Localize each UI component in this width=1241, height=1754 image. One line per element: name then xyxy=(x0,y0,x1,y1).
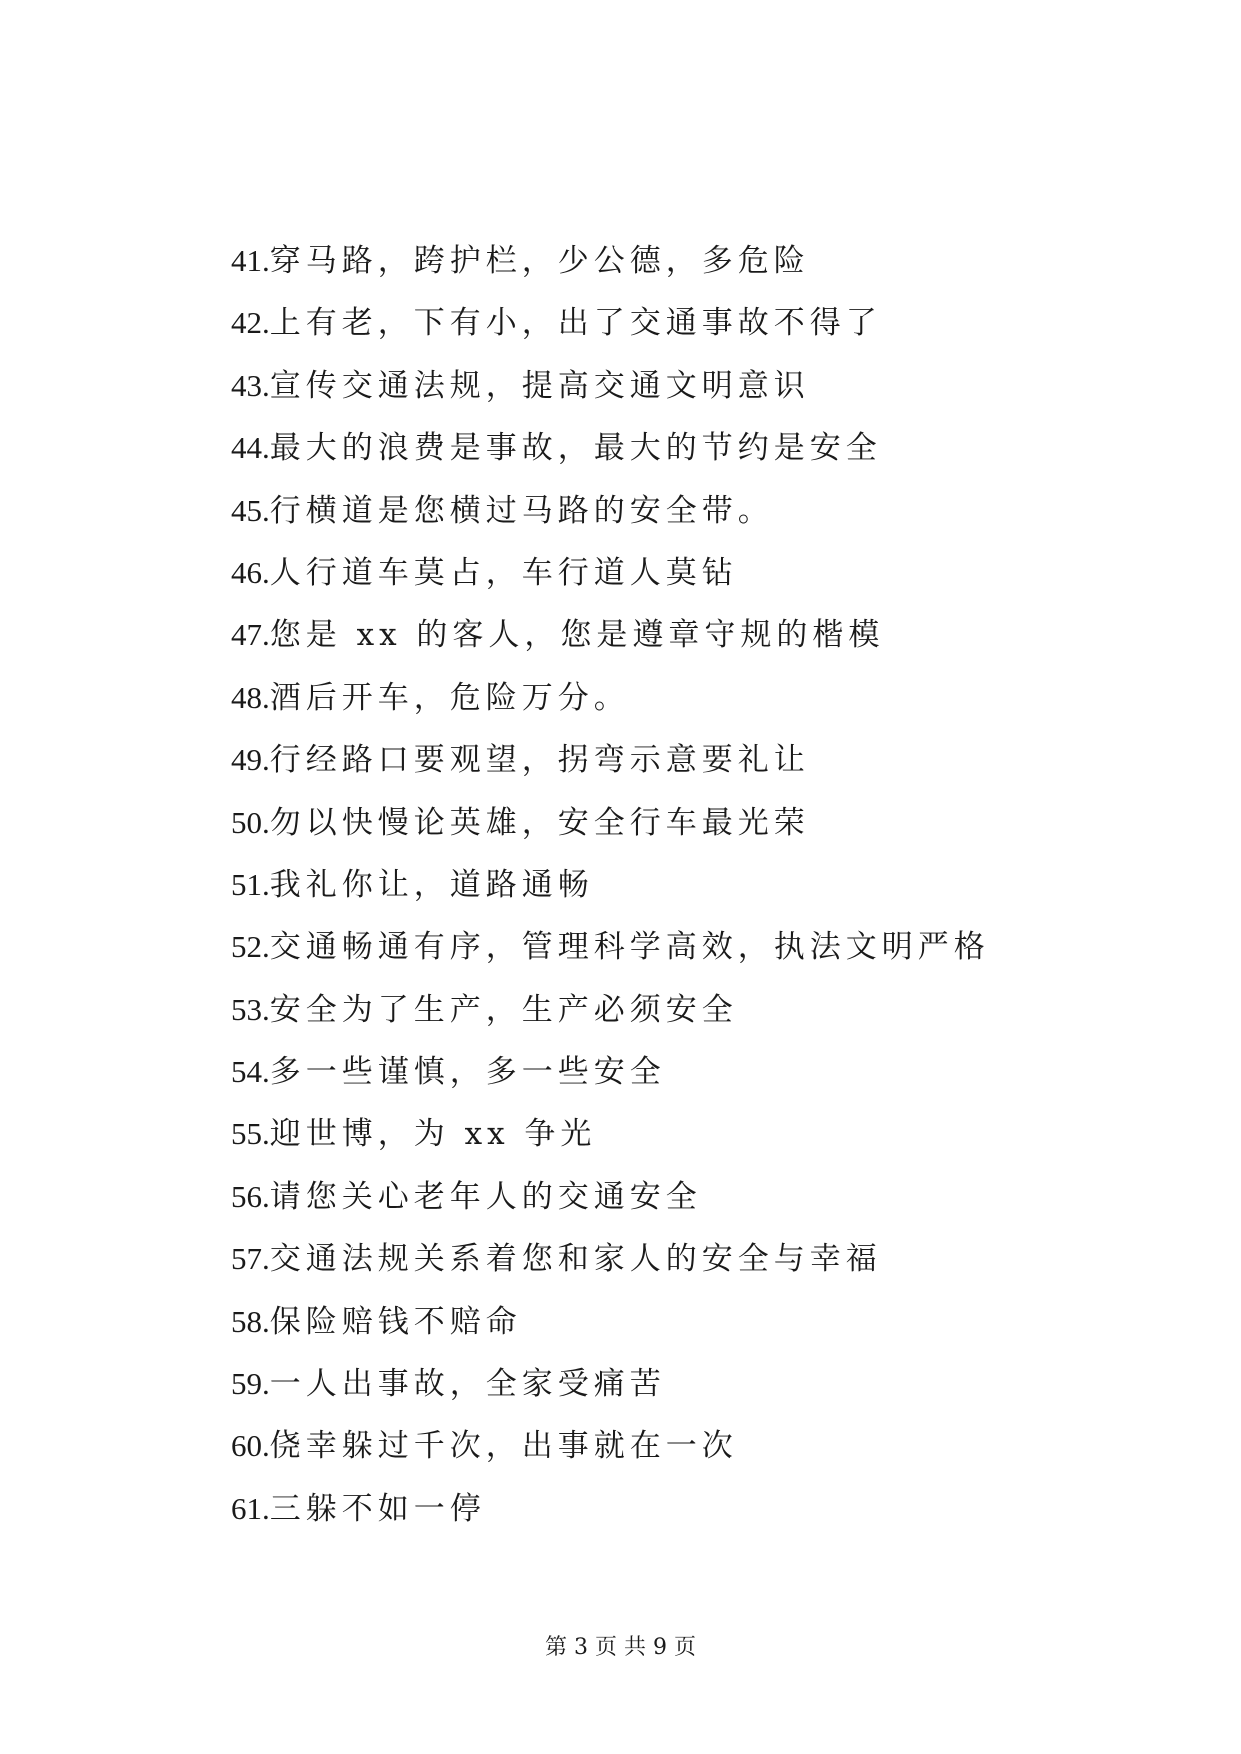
item-number: 57. xyxy=(231,1241,270,1277)
item-text: 行横道是您横过马路的安全带。 xyxy=(269,492,774,529)
item-number: 54. xyxy=(231,1054,270,1090)
list-item xyxy=(231,355,990,417)
item-number: 55. xyxy=(231,1116,270,1152)
item-text: 酒后开车，危险万分。 xyxy=(269,679,630,716)
item-number: 60. xyxy=(231,1428,270,1464)
item-text: 宣传交通法规，提高交通文明意识 xyxy=(269,367,810,404)
list-item xyxy=(231,1353,990,1415)
slogan-list xyxy=(231,230,990,1540)
item-text: 交通法规关系着您和家人的安全与幸福 xyxy=(269,1241,882,1278)
item-number: 52. xyxy=(231,929,270,965)
item-text: 迎世博，为 xx 争光 xyxy=(269,1116,597,1153)
item-text: 三躲不如一停 xyxy=(269,1490,486,1527)
item-number: 43. xyxy=(231,367,270,403)
item-number: 44. xyxy=(231,430,270,466)
item-text: 安全为了生产，生产必须安全 xyxy=(269,991,738,1028)
item-number: 45. xyxy=(231,492,270,528)
item-text: 我礼你让，道路通畅 xyxy=(269,866,594,903)
item-number: 46. xyxy=(231,554,270,590)
item-text: 保险赔钱不赔命 xyxy=(269,1303,522,1340)
item-text: 最大的浪费是事故，最大的节约是安全 xyxy=(269,430,882,467)
item-number: 47. xyxy=(231,617,270,653)
item-text: 请您关心老年人的交通安全 xyxy=(269,1178,702,1215)
item-text: 上有老，下有小，出了交通事故不得了 xyxy=(269,305,882,342)
list-item xyxy=(231,1041,990,1103)
list-item xyxy=(231,1415,990,1477)
list-item xyxy=(231,1103,990,1165)
item-number: 59. xyxy=(231,1366,270,1402)
list-item xyxy=(231,230,990,292)
item-number: 50. xyxy=(231,804,270,840)
item-number: 48. xyxy=(231,679,270,715)
list-item xyxy=(231,542,990,604)
list-item xyxy=(231,1166,990,1228)
item-text: 侥幸躲过千次，出事就在一次 xyxy=(269,1428,738,1465)
list-item xyxy=(231,604,990,666)
item-text: 一人出事故，全家受痛苦 xyxy=(269,1366,666,1403)
item-number: 42. xyxy=(231,305,270,341)
item-text: 行经路口要观望，拐弯示意要礼让 xyxy=(269,742,810,779)
item-number: 56. xyxy=(231,1178,270,1214)
item-number: 51. xyxy=(231,866,270,902)
list-item xyxy=(231,854,990,916)
list-item xyxy=(231,792,990,854)
item-number: 41. xyxy=(231,243,270,278)
list-item xyxy=(231,979,990,1041)
item-text: 勿以快慢论英雄，安全行车最光荣 xyxy=(269,804,810,841)
list-item xyxy=(231,916,990,978)
list-item xyxy=(231,417,990,479)
list-item xyxy=(231,1291,990,1353)
item-number: 53. xyxy=(231,991,270,1027)
item-text: 交通畅通有序，管理科学高效，执法文明严格 xyxy=(269,929,990,966)
list-item xyxy=(231,729,990,791)
item-text: 穿马路，跨护栏，少公德，多危险 xyxy=(269,243,810,279)
item-number: 49. xyxy=(231,742,270,778)
list-item xyxy=(231,667,990,729)
item-text: 多一些谨慎，多一些安全 xyxy=(269,1054,666,1091)
list-item xyxy=(231,292,990,354)
item-text: 您是 xx 的客人，您是遵章守规的楷模 xyxy=(269,617,885,654)
page-footer: 第 3 页 共 9 页 xyxy=(545,1635,696,1660)
item-number: 58. xyxy=(231,1303,270,1339)
list-item xyxy=(231,1478,990,1540)
list-item xyxy=(231,1228,990,1290)
item-number: 61. xyxy=(231,1490,270,1526)
list-item xyxy=(231,480,990,542)
item-text: 人行道车莫占，车行道人莫钻 xyxy=(269,554,738,591)
